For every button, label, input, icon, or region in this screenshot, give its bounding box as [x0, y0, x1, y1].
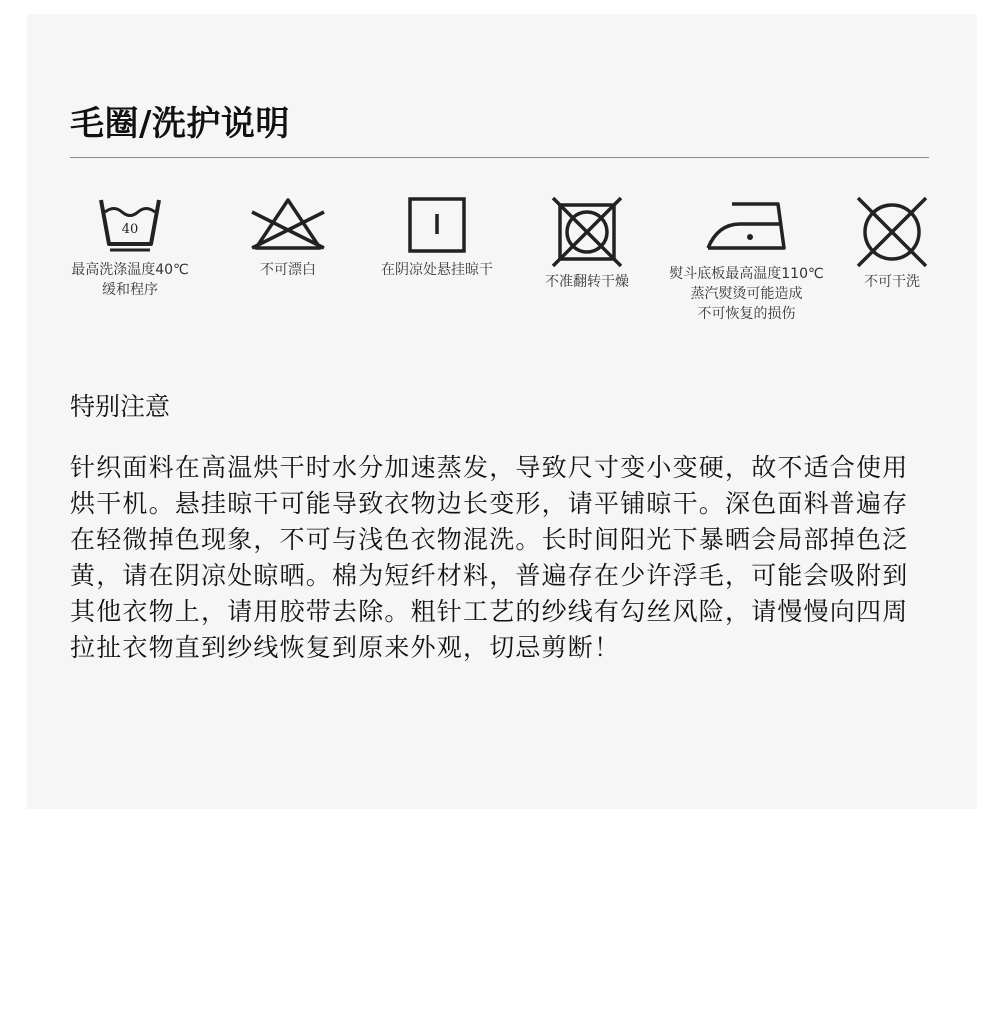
care-label-tumble: 不准翻转干燥: [545, 274, 629, 290]
notice-paragraph: 针织面料在高温烘干时水分加速蒸发，导致尺寸变小变硬，故不适合使用烘干机。悬挂晾干可能导致衣物边长变形，请平铺晾干。深色面料普遍存在轻微掉色现象，不可与浅色衣物混洗。长时间阳光下暴晒会局部掉色泛黄，请在阴凉处晾晒。棉为短纤材料，普遍存在少许浮毛，可能会吸附到其他衣物上，请用胶带去除。粗针工艺的纱线有勾丝风险，请慢慢向四周拉扯衣物直到纱线恢复到原来外观，切忌剪断！: [70, 453, 909, 662]
line-dry-shade-icon: [405, 194, 469, 254]
care-label-bleach: 不可漂白: [260, 262, 316, 278]
no-dry-clean-icon: [854, 194, 930, 270]
page-title: 毛圈/洗护说明: [70, 104, 290, 144]
care-instructions-panel: [27, 14, 977, 809]
care-label-dryclean: 不可干洗: [864, 274, 920, 290]
care-item-bleach: [203, 194, 373, 280]
notice-heading: 特别注意: [70, 392, 171, 421]
title-divider: [70, 157, 929, 158]
iron-low-icon: [704, 194, 790, 260]
care-item-wash: [45, 194, 215, 300]
no-tumble-dry-icon: [549, 194, 625, 270]
care-label-iron: 熨斗底板最高温度110℃ 蒸汽熨烫可能造成 不可恢复的损伤: [669, 266, 824, 322]
care-item-dryclean: [827, 194, 957, 292]
care-item-iron: [659, 194, 834, 324]
wash-temp: 40: [121, 222, 139, 237]
care-item-dry-shade: [352, 194, 522, 280]
care-item-tumble: [502, 194, 672, 292]
care-label-dry-shade: 在阴凉处悬挂晾干: [381, 262, 493, 278]
care-label-wash: 最高洗涤温度40℃ 缓和程序: [71, 262, 189, 298]
wash-basin-40-icon: [95, 194, 165, 254]
no-bleach-icon: [248, 194, 328, 254]
